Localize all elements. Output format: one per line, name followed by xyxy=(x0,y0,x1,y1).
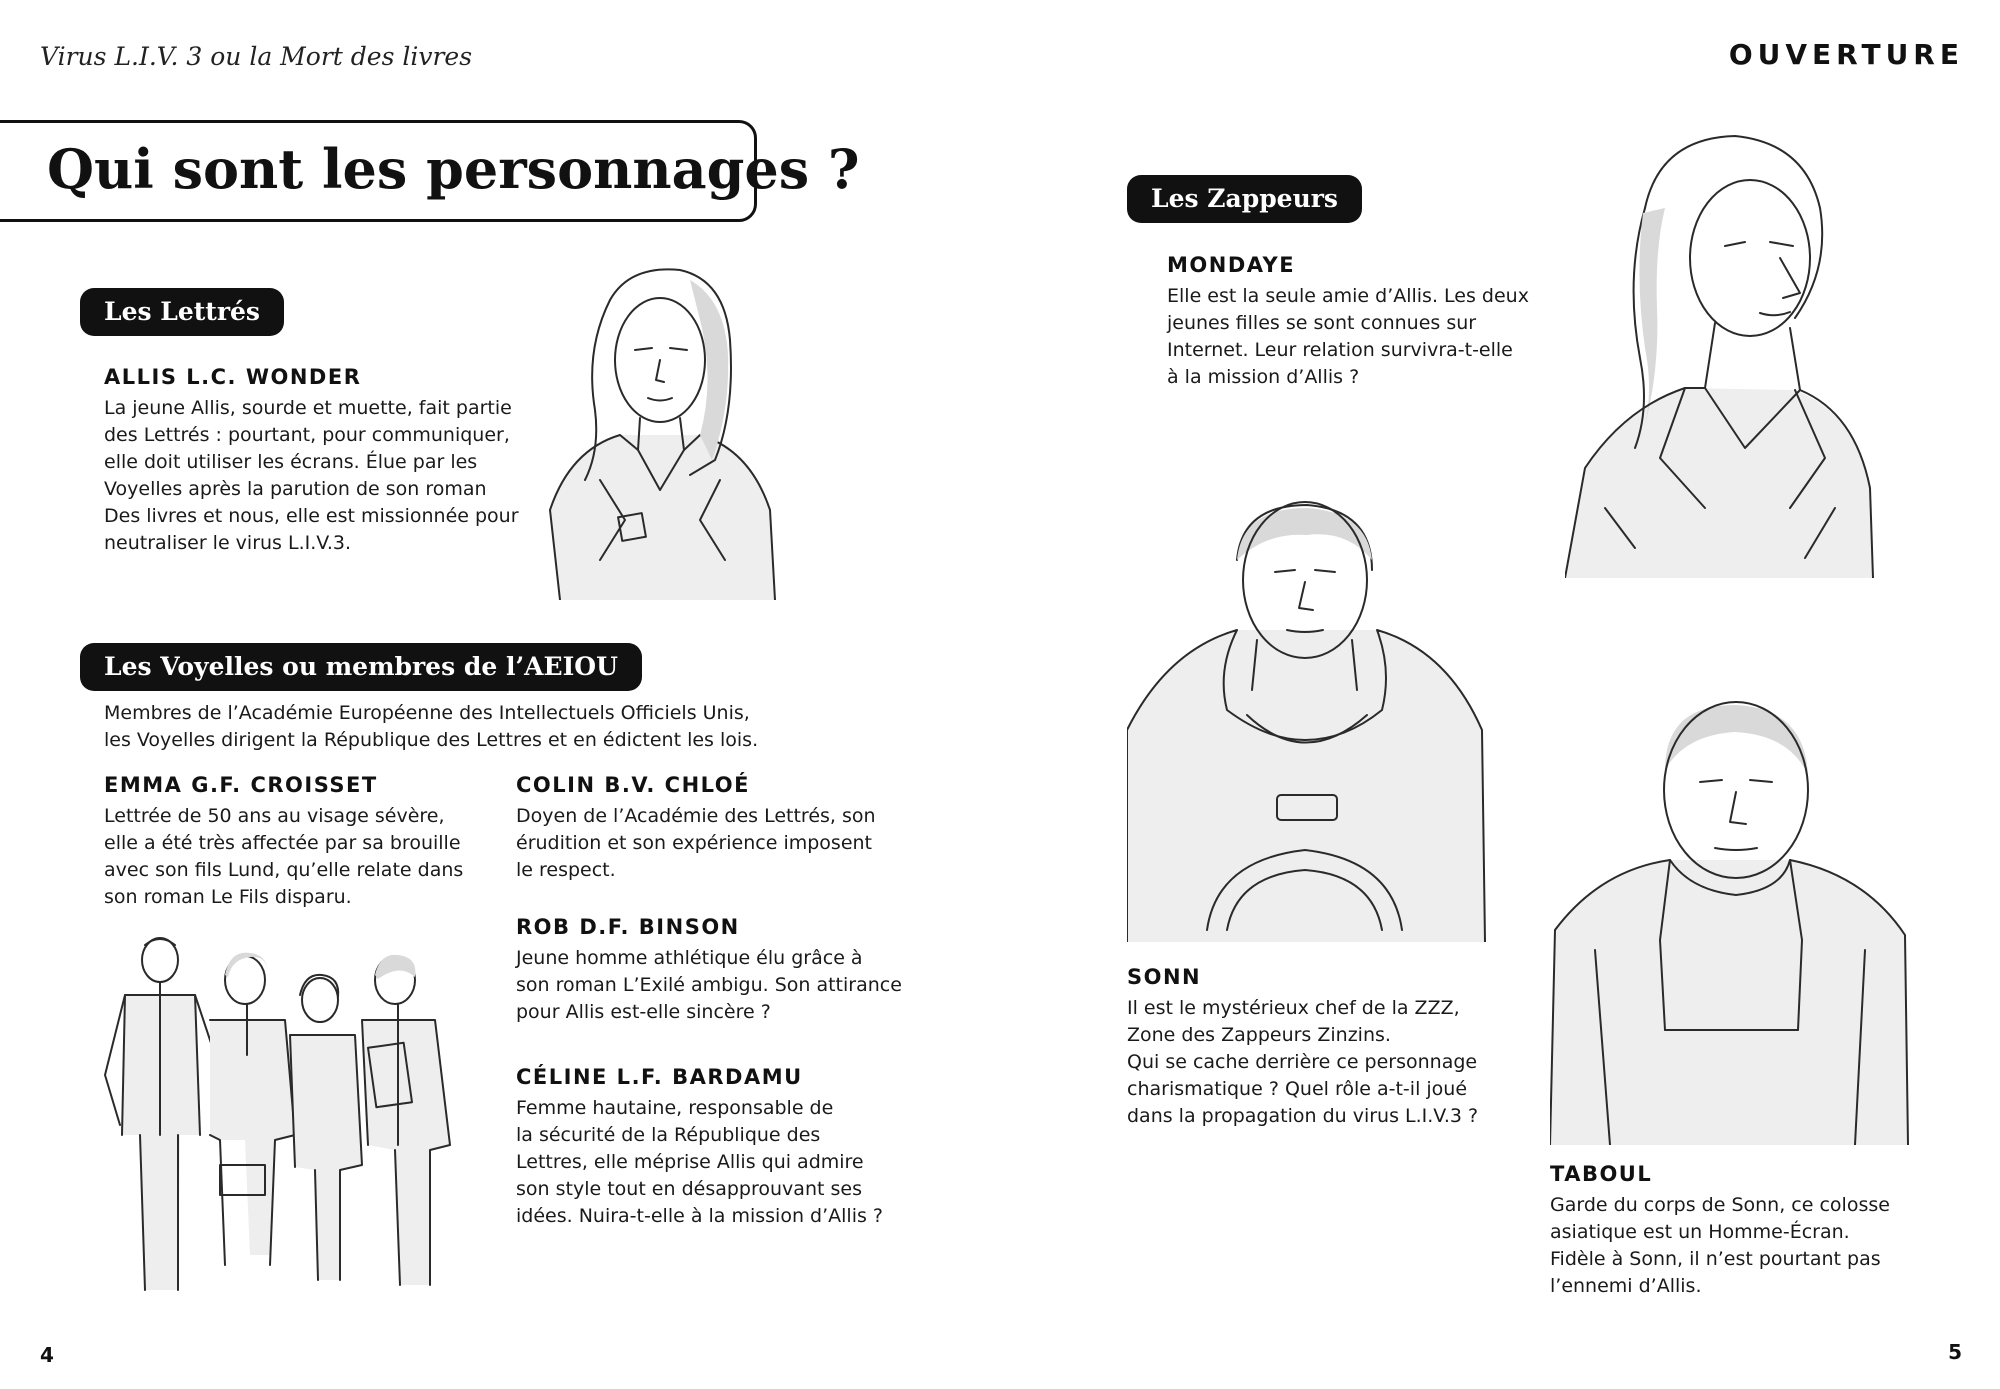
character-name-mondaye: MONDAYE xyxy=(1167,253,1296,277)
character-name-sonn: SONN xyxy=(1127,965,1202,989)
character-name-celine: CÉLINE L.F. BARDAMU xyxy=(516,1065,803,1089)
section-pill-lettres: Les Lettrés xyxy=(80,288,284,336)
character-name-colin: COLIN B.V. CHLOÉ xyxy=(516,773,750,797)
character-description-colin: Doyen de l’Académie des Lettrés, son érudition et son expérience imposent le respect. xyxy=(516,805,876,881)
character-name-taboul: TABOUL xyxy=(1550,1162,1653,1186)
running-title: Virus L.I.V. 3 ou la Mort des livres xyxy=(40,42,473,71)
taboul-portrait-illustration xyxy=(1550,700,1910,1145)
character-name-emma: EMMA G.F. CROISSET xyxy=(104,773,378,797)
page-number-left: 4 xyxy=(40,1343,54,1367)
section-pill-zappeurs: Les Zappeurs xyxy=(1127,175,1362,223)
main-title-box xyxy=(0,120,860,222)
sonn-portrait-illustration xyxy=(1127,500,1487,942)
character-name-allis: ALLIS L.C. WONDER xyxy=(104,365,362,389)
character-description-mondaye: Elle est la seule amie d’Allis. Les deux jeunes filles se sont connues sur Internet. Leur relation survivra-t-elle à la mission d’Allis ? xyxy=(1167,285,1529,388)
voyelles-intro: Membres de l’Académie Européenne des Intellectuels Officiels Unis, les Voyelles dirigent la République des Lettres et en édictent les lois. xyxy=(104,702,759,751)
allis-portrait-illustration xyxy=(540,260,780,600)
section-pill-voyelles: Les Voyelles ou membres de l’AEIOU xyxy=(80,643,642,691)
voyelles-group-illustration xyxy=(100,935,470,1295)
character-description-taboul: Garde du corps de Sonn, ce colosse asiatique est un Homme-Écran. Fidèle à Sonn, il n’est pourtant pas l’ennemi d’Allis. xyxy=(1550,1194,1890,1297)
page-number-right: 5 xyxy=(1948,1340,1962,1364)
mondaye-portrait-illustration xyxy=(1565,128,1875,578)
page-title: Qui sont les personnages ? xyxy=(47,137,860,201)
character-description-allis: La jeune Allis, sourde et muette, fait partie des Lettrés : pourtant, pour communiquer, elle doit utiliser les écrans. Élue par les Voyelles après la parution de son roman Des livres et nous, elle est missionnée pour neutraliser le virus L.I.V.3. xyxy=(104,397,519,554)
character-description-emma: Lettrée de 50 ans au visage sévère, elle a été très affectée par sa brouille avec son fils Lund, qu’elle relate dans son roman Le Fils disparu. xyxy=(104,805,464,908)
character-description-celine: Femme hautaine, responsable de la sécurité de la République des Lettres, elle méprise Allis qui admire son style tout en désapprouvant ses idées. Nuira-t-elle à la mission d’Allis ? xyxy=(516,1097,883,1227)
character-description-rob: Jeune homme athlétique élu grâce à son roman L’Exilé ambigu. Son attirance pour Allis est-elle sincère ? xyxy=(516,947,902,1023)
section-label: OUVERTURE xyxy=(1728,38,1964,71)
character-description-sonn: Il est le mystérieux chef de la ZZZ, Zone des Zappeurs Zinzins. Qui se cache derrière ce personnage charismatique ? Quel rôle a-t-il joué dans la propagation du virus L.I.V.3 ? xyxy=(1127,997,1479,1127)
character-name-rob: ROB D.F. BINSON xyxy=(516,915,740,939)
